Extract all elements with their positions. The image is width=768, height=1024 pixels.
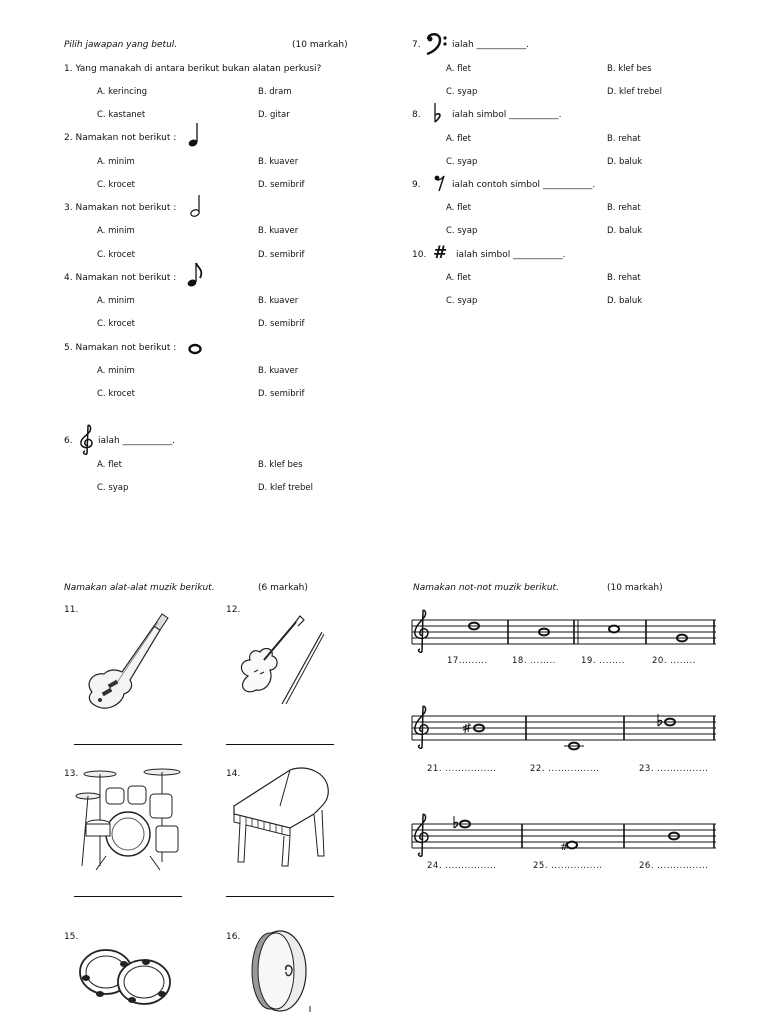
q5-option-b[interactable]: B. kuaver bbox=[258, 366, 299, 376]
question-9-number: 9. bbox=[412, 180, 421, 190]
answer-line-14[interactable] bbox=[226, 896, 334, 897]
drum-kit-icon bbox=[76, 766, 188, 872]
q10-option-d[interactable]: D. baluk bbox=[607, 296, 643, 306]
q4-option-d[interactable]: D. semibrif bbox=[258, 319, 305, 329]
question-7-text: ialah ___________. bbox=[452, 40, 529, 50]
svg-text:#: # bbox=[560, 842, 569, 853]
question-8-number: 8. bbox=[412, 110, 421, 120]
electric-guitar-icon bbox=[82, 612, 172, 716]
q6-option-d[interactable]: D. klef trebel bbox=[258, 483, 314, 493]
question-7-number: 7. bbox=[412, 40, 421, 50]
q9-option-b[interactable]: B. rehat bbox=[607, 203, 641, 213]
question-10-text: ialah simbol ___________. bbox=[456, 250, 566, 260]
q1-option-c[interactable]: C. kastanet bbox=[97, 110, 146, 120]
q7-option-d[interactable]: D. klef trebel bbox=[607, 87, 663, 97]
item-13-number: 13. bbox=[64, 769, 79, 779]
item-12-number: 12. bbox=[226, 605, 241, 615]
blank-25[interactable]: 25. ................ bbox=[533, 861, 603, 871]
q1-option-d[interactable]: D. gitar bbox=[258, 110, 290, 120]
tambourine-icon bbox=[76, 938, 176, 1018]
question-9-text: ialah contoh simbol ___________. bbox=[452, 180, 596, 190]
q10-option-c[interactable]: C. syap bbox=[446, 296, 478, 306]
grand-piano-icon bbox=[230, 766, 334, 870]
item-15-number: 15. bbox=[64, 932, 79, 942]
blank-24[interactable]: 24. ................ bbox=[427, 861, 497, 871]
blank-19[interactable]: 19. ........ bbox=[581, 656, 625, 666]
crotchet-note-icon bbox=[188, 122, 202, 148]
section-b-marks: (6 markah) bbox=[258, 583, 308, 593]
question-6-number: 6. bbox=[64, 436, 73, 446]
note-25 bbox=[560, 842, 577, 853]
note-19 bbox=[609, 626, 619, 633]
q9-option-d[interactable]: D. baluk bbox=[607, 226, 643, 236]
q7-option-b[interactable]: B. klef bes bbox=[607, 64, 652, 74]
section-c-marks: (10 markah) bbox=[607, 583, 663, 593]
staff-2-treble-clef-icon bbox=[415, 706, 428, 748]
blank-22[interactable]: 22. ................ bbox=[530, 764, 600, 774]
violin-icon bbox=[234, 614, 326, 706]
q7-option-c[interactable]: C. syap bbox=[446, 87, 478, 97]
question-10-number: 10. bbox=[412, 250, 427, 260]
answer-line-12[interactable] bbox=[226, 744, 334, 745]
item-16-number: 16. bbox=[226, 932, 241, 942]
blank-26[interactable]: 26. ................ bbox=[639, 861, 709, 871]
section-a-marks: (10 markah) bbox=[292, 40, 348, 50]
item-11-number: 11. bbox=[64, 605, 79, 615]
question-6-text: ialah ___________. bbox=[98, 436, 175, 446]
quaver-rest-icon bbox=[434, 174, 446, 192]
item-14-number: 14. bbox=[226, 769, 241, 779]
q5-option-d[interactable]: D. semibrif bbox=[258, 389, 305, 399]
q4-option-c[interactable]: C. krocet bbox=[97, 319, 136, 329]
q5-option-c[interactable]: C. krocet bbox=[97, 389, 136, 399]
q2-option-d[interactable]: D. semibrif bbox=[258, 180, 305, 190]
quaver-note-icon bbox=[187, 262, 205, 288]
q9-option-a[interactable]: A. flet bbox=[446, 203, 471, 213]
bass-clef-icon bbox=[425, 32, 449, 56]
q3-option-d[interactable]: D. semibrif bbox=[258, 250, 305, 260]
q8-option-a[interactable]: A. flet bbox=[446, 134, 471, 144]
staff-3 bbox=[408, 814, 720, 864]
question-1: 1. Yang manakah di antara berikut bukan alatan perkusi? bbox=[64, 64, 322, 74]
section-c-heading: Namakan not-not muzik berikut. bbox=[413, 583, 559, 593]
blank-20[interactable]: 20. ........ bbox=[652, 656, 696, 666]
q3-option-c[interactable]: C. krocet bbox=[97, 250, 136, 260]
question-4: 4. Namakan not berikut : bbox=[64, 273, 177, 283]
section-b-heading: Namakan alat-alat muzik berikut. bbox=[64, 583, 215, 593]
q6-option-c[interactable]: C. syap bbox=[97, 483, 129, 493]
section-a-heading: Pilih jawapan yang betul. bbox=[64, 40, 178, 50]
q8-option-b[interactable]: B. rehat bbox=[607, 134, 641, 144]
answer-line-11[interactable] bbox=[74, 744, 182, 745]
staff-1 bbox=[408, 608, 720, 658]
question-3: 3. Namakan not berikut : bbox=[64, 203, 177, 213]
staff-1-treble-clef-icon bbox=[415, 610, 428, 652]
q5-option-a[interactable]: A. minim bbox=[97, 366, 135, 376]
q8-option-c[interactable]: C. syap bbox=[446, 157, 478, 167]
semibreve-note-icon bbox=[189, 343, 203, 355]
blank-17[interactable]: 17......... bbox=[447, 656, 488, 666]
q2-option-c[interactable]: C. krocet bbox=[97, 180, 136, 190]
q3-option-a[interactable]: A. minim bbox=[97, 226, 135, 236]
q1-option-a[interactable]: A. kerincing bbox=[97, 87, 147, 97]
blank-18[interactable]: 18. ........ bbox=[512, 656, 556, 666]
q2-option-b[interactable]: B. kuaver bbox=[258, 157, 299, 167]
staff-2 bbox=[408, 706, 720, 758]
blank-21[interactable]: 21. ................ bbox=[427, 764, 497, 774]
q4-option-b[interactable]: B. kuaver bbox=[258, 296, 299, 306]
sharp-symbol-icon: # bbox=[433, 243, 448, 263]
q3-option-b[interactable]: B. kuaver bbox=[258, 226, 299, 236]
q10-option-b[interactable]: B. rehat bbox=[607, 273, 641, 283]
q7-option-a[interactable]: A. flet bbox=[446, 64, 471, 74]
note-24 bbox=[454, 816, 470, 828]
question-5: 5. Namakan not berikut : bbox=[64, 343, 177, 353]
flat-symbol-icon bbox=[433, 102, 445, 124]
question-2: 2. Namakan not berikut : bbox=[64, 133, 177, 143]
cymbals-icon bbox=[240, 926, 320, 1016]
minim-note-icon bbox=[190, 194, 204, 218]
q10-option-a[interactable]: A. flet bbox=[446, 273, 471, 283]
q2-option-a[interactable]: A. minim bbox=[97, 157, 135, 167]
q6-option-a[interactable]: A. flet bbox=[97, 460, 122, 470]
question-8-text: ialah simbol ___________. bbox=[452, 110, 562, 120]
answer-line-13[interactable] bbox=[74, 896, 182, 897]
treble-clef-icon bbox=[78, 424, 96, 456]
staff-3-treble-clef-icon bbox=[415, 814, 428, 856]
blank-23[interactable]: 23. ................ bbox=[639, 764, 709, 774]
q1-option-b[interactable]: B. dram bbox=[258, 87, 292, 97]
q8-option-d[interactable]: D. baluk bbox=[607, 157, 643, 167]
q6-option-b[interactable]: B. klef bes bbox=[258, 460, 303, 470]
q9-option-c[interactable]: C. syap bbox=[446, 226, 478, 236]
q4-option-a[interactable]: A. minim bbox=[97, 296, 135, 306]
